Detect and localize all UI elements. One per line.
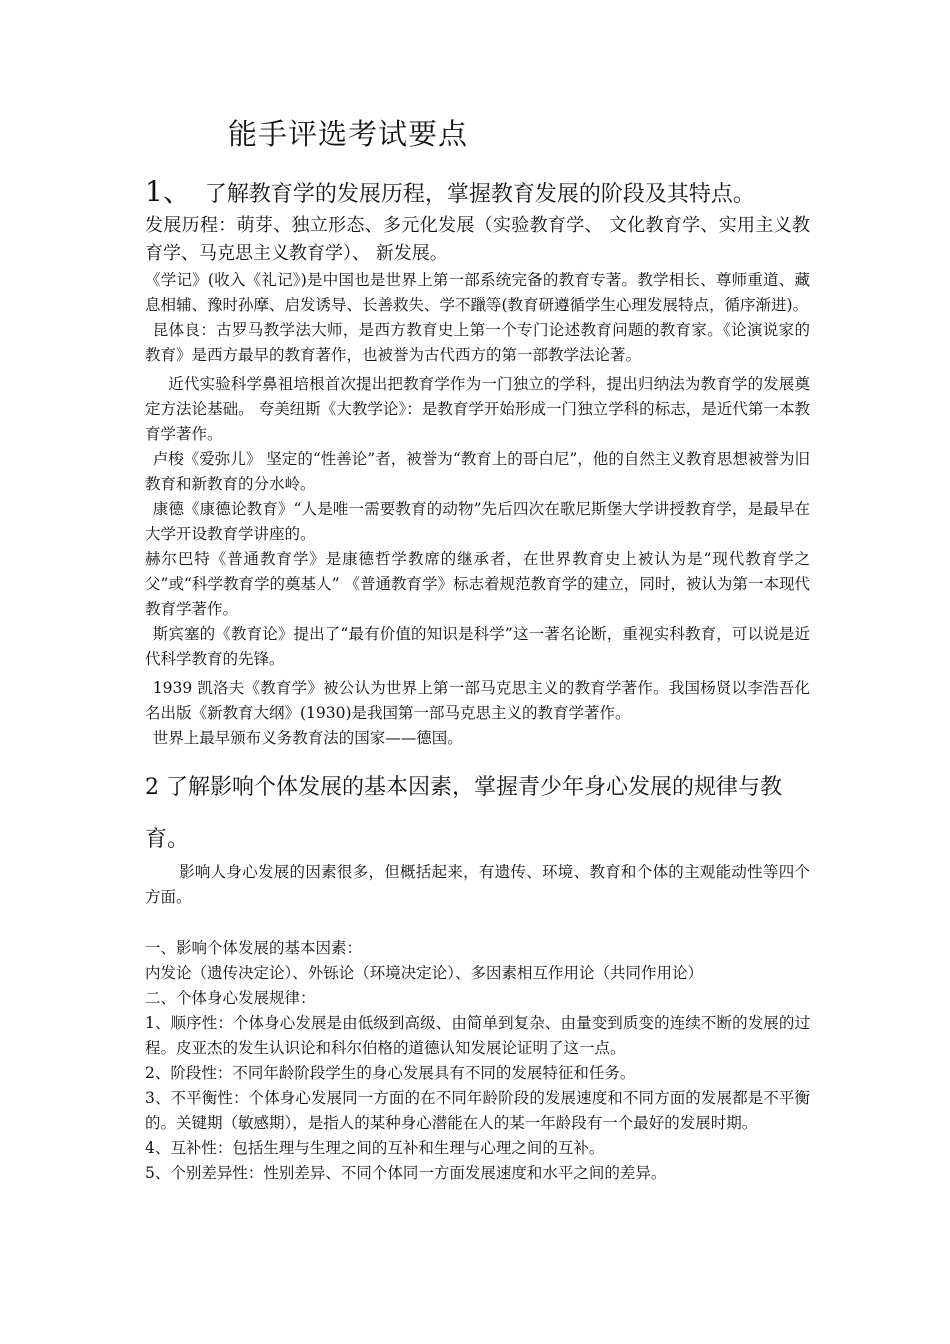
section-2-body [145,936,810,1186]
section-1-number: 1、 [145,175,191,208]
paragraph: 影响人身心发展的因素很多，但概括起来，有遗传、环境、教育和个体的主观能动性等四个方面。 [145,863,810,906]
section-1-heading-text: 了解教育学的发展历程，掌握教育发展的阶段及其特点。 [204,182,755,207]
paragraph: 斯宾塞的《教育论》提出了“最有价值的知识是科学”这一著名论断，重视实科教育，可以说是近代科学教育的先锋。 [145,625,810,668]
paragraph: 世界上最早颁布义务教育法的国家——德国。 [152,729,463,747]
paragraph: 赫尔巴特《普通教育学》是康德哲学教席的继承者，在世界教育史上被认为是“现代教育学之父”或“科学教育学的奠基人” 《普通教育学》标志着规范教育学的建立，同时，被认为第一本现代教育学著作。 [145,550,810,618]
paragraph: 1939 凯洛夫《教育学》被公认为世界上第一部马克思主义的教育学著作。我国杨贤以李浩吾化名出版《新教育大纲》(1930)是我国第一部马克思主义的教育学著作。 [145,679,810,722]
list-item: 1、顺序性：个体身心发展是由低级到高级、由简单到复杂、由量变到质变的连续不断的发展的过程。皮亚杰的发生认识论和科尔伯格的道德认知发展论证明了这一点。 [145,1014,810,1057]
paragraph: 康德《康德论教育》“人是唯一需要教育的动物”先后四次在歌尼斯堡大学讲授教育学，是最早在大学开设教育学讲座的。 [145,500,810,543]
document-title: 能手评选考试要点 [228,117,469,151]
list-item: 3、不平衡性：个体身心发展同一方面的在不同年龄阶段的发展速度和不同方面的发展都是不平衡的。关键期（敏感期），是指人的某种身心潜能在人的某一年龄段有一个最好的发展时期。 [145,1089,810,1132]
section-1-body [145,212,810,751]
paragraph: 发展历程：萌芽、独立形态、多元化发展（实验教育学、 文化教育学、实用主义教育学、马克思主义教育学）、 新发展。 [145,215,810,264]
section-1-heading [145,170,755,210]
section-2-heading: 2 了解影响个体发展的基本因素，掌握青少年身心发展的规律与教育。 [145,775,782,852]
list-item: 一、影响个体发展的基本因素： [145,939,363,957]
list-item: 内发论（遗传决定论）、外铄论（环境决定论）、多因素相互作用论（共同作用论） [145,964,704,982]
paragraph: 近代实验科学鼻祖培根首次提出把教育学作为一门独立的学科，提出归纳法为教育学的发展奠定方法论基础。 夸美纽斯《大教学论》：是教育学开始形成一门独立学科的标志，是近代第一本教育学著作。 [145,375,810,443]
list-item: 4、互补性：包括生理与生理之间的互补和生理与心理之间的互补。 [145,1139,605,1157]
paragraph: 昆体良：古罗马教学法大师，是西方教育史上第一个专门论述教育问题的教育家。《论演说家的教育》是西方最早的教育著作，也被誉为古代西方的第一部教学法论著。 [145,321,810,364]
section-2-intro [145,860,810,910]
paragraph: 卢梭《爱弥儿》 坚定的“性善论”者，被誉为“教育上的哥白尼”，他的自然主义教育思想被誉为旧教育和新教育的分水岭。 [145,450,810,493]
paragraph: 《学记》(收入《礼记》)是中国也是世界上第一部系统完备的教育专著。教学相长、尊师重道、藏息相辅、豫时孙摩、启发诱导、长善救失、学不躐等(教育研遵循学生心理发展特点，循序渐进)。 [145,271,810,314]
list-item: 2、阶段性：不同年龄阶段学生的身心发展具有不同的发展特征和任务。 [145,1064,636,1082]
list-item: 二、个体身心发展规律： [145,989,316,1007]
list-item: 5、个别差异性：性别差异、不同个体同一方面发展速度和水平之间的差异。 [145,1164,667,1182]
